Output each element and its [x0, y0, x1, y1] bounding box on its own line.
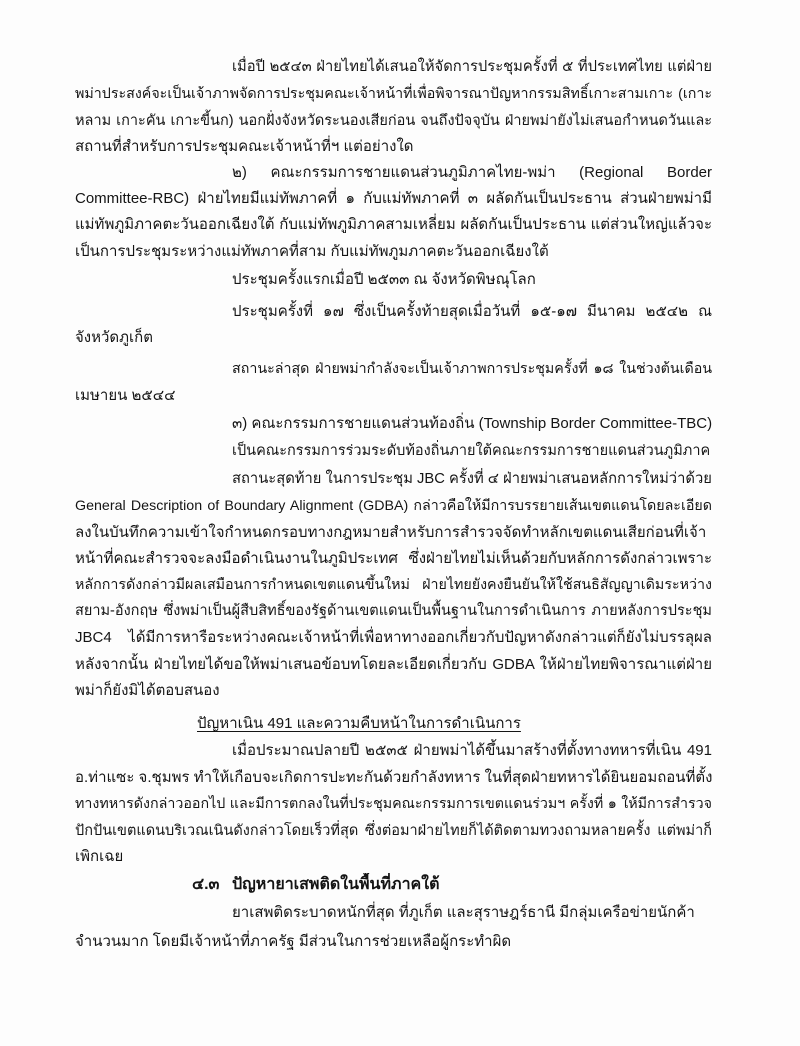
- text-line: พม่าประสงค์จะเป็นเจ้าภาพจัดการประชุมคณะเจ้าหน้าที่เพื่อพิจารณาปัญหากรรมสิทธิ์เกาะสามเกาะ (เกาะ: [75, 86, 712, 102]
- text-line: Committee-RBC) ฝ่ายไทยมีแม่ทัพภาคที่ ๑ กับแม่ทัพภาคที่ ๓ ผลัดกันเป็นประธาน ส่วนฝ่ายพม่ามี: [75, 190, 712, 207]
- section-heading: ปัญหาเนิน 491 และความคืบหน้าในการดำเนินการ: [197, 715, 521, 732]
- text-line: ลงในบันทึกความเข้าใจกำหนดกรอบทางกฎหมายสำหรับการสำรวจจัดทำหลักเขตแดนเสียก่อนที่เจ้า: [75, 524, 707, 541]
- tbc-description: เป็นคณะกรรมการร่วมระดับท้องถิ่นภายใต้คณะกรรมการชายแดนส่วนภูมิภาค: [232, 443, 711, 459]
- text-line: ปักปันเขตแดนบริเวณเนินดังกล่าวโดยเร็วที่สุด ซึ่งต่อมาฝ่ายไทยก็ได้ติดตามทวงถามหลายครั้ง แต่พม่าก็: [75, 823, 712, 839]
- section-heading: ปัญหายาเสพติดในพื้นที่ภาคใต้: [232, 876, 440, 893]
- text-line: เพิกเฉย: [75, 848, 124, 865]
- text-line: หน้าที่คณะสำรวจจะลงมือดำเนินงานในภูมิประเทศ ซึ่งฝ่ายไทยไม่เห็นด้วยกับหลักการดังกล่าวเพราะ: [75, 550, 712, 567]
- rbc-first-meeting: ประชุมครั้งแรกเมื่อปี ๒๕๓๓ ณ จังหวัดพิษณุโลก: [232, 271, 536, 288]
- text-line: หลังจากนั้น ฝ่ายไทยได้ขอให้พม่าเสนอข้อบทโดยละเอียดเกี่ยวกับ GDBA ให้ฝ่ายไทยพิจารณาแต่ฝ่าย: [75, 656, 712, 673]
- text-line: หลักการดังกล่าวมีผลเสมือนการกำหนดเขตแดนขึ้นใหม่ ฝ่ายไทยยังคงยืนยันให้ใช้สนธิสัญญาเดิมระหว่าง: [75, 577, 712, 593]
- text-line: สถานที่สำหรับการประชุมคณะเจ้าหน้าที่ฯ แต่อย่างใด: [75, 138, 414, 155]
- text-line: สยาม-อังกฤษ ซึ่งพม่าเป็นผู้สืบสิทธิ์ของรัฐด้านเขตแดนเป็นพื้นฐานในการดำเนินการ ภายหลังการประชุม: [75, 603, 712, 619]
- text-line: เมื่อประมาณปลายปี ๒๕๓๕ ฝ่ายพม่าได้ขึ้นมาสร้างที่ตั้งทางทหารที่เนิน 491: [232, 742, 712, 759]
- text-line: เป็นการประชุมระหว่างแม่ทัพภาคที่สาม กับแม่ทัพภูมภาคตะวันออกเฉียงใต้: [75, 243, 549, 260]
- text-line: เมษายน ๒๕๔๔: [75, 387, 176, 404]
- text-line: อ.ท่าแซะ จ.ชุมพร ทำให้เกือบจะเกิดการปะทะกันด้วยกำลังทหาร ในที่สุดฝ่ายทหารได้ยินยอมถอนที่ตั้ง: [75, 769, 712, 786]
- rbc-latest-meeting: ประชุมครั้งที่ ๑๗ ซึ่งเป็นครั้งท้ายสุดเมื่อวันที่ ๑๕-๑๗ มีนาคม ๒๕๔๒ ณ: [232, 303, 712, 320]
- text-line: หลาม เกาะคัน เกาะขี้นก) นอกฝั่งจังหวัดระนองเสียก่อน จนถึงปัจจุบัน ฝ่ายพม่ายังไม่เสนอกำหนดวันและ: [75, 113, 712, 129]
- section-number: ๔.๓: [192, 876, 220, 893]
- text-line: เมื่อปี ๒๕๔๓ ฝ่ายไทยได้เสนอให้จัดการประชุมครั้งที่ ๕ ที่ประเทศไทย แต่ฝ่าย: [232, 59, 712, 75]
- tbc-item-heading: ๓) คณะกรรมการชายแดนส่วนท้องถิ่น (Township Border Committee-TBC): [232, 415, 712, 432]
- text-line: JBC4 ได้มีการหารือระหว่างคณะเจ้าหน้าที่เพื่อหาทางออกเกี่ยวกับปัญหาดังกล่าวแต่ก็ยังไม่บรรลุผล: [75, 629, 712, 646]
- text-line: พม่าก็ยังมิได้ตอบสนอง: [75, 682, 220, 699]
- text-line: แม่ทัพภูมิภาคตะวันออกเฉียงใต้ กับแม่ทัพภูมิภาคสามเหลี่ยม ผลัดกันเป็นประธาน แต่ส่วนใหญ่แล้วจะ: [75, 216, 712, 233]
- text-line: General Description of Boundary Alignment (GDBA) กล่าวคือให้มีการบรรยายเส้นเขตแดนโดยละเอียด: [75, 498, 712, 514]
- tbc-status: สถานะสุดท้าย ในการประชุม JBC ครั้งที่ ๔ ฝ่ายพม่าเสนอหลักการใหม่ว่าด้วย: [232, 471, 712, 487]
- rbc-status: สถานะล่าสุด ฝ่ายพม่ากำลังจะเป็นเจ้าภาพการประชุมครั้งที่ ๑๘ ในช่วงต้นเดือน: [232, 361, 712, 377]
- text-line: ทางทหารดังกล่าวออกไป และมีการตกลงในที่ประชุมคณะกรรมการเขตแดนร่วมฯ ครั้งที่ ๑ ให้มีการสำรวจ: [75, 796, 712, 812]
- rbc-item-heading: ๒) คณะกรรมการชายแดนส่วนภูมิภาคไทย-พม่า (Regional Border: [232, 164, 712, 181]
- text-line: จังหวัดภูเก็ต: [75, 329, 154, 346]
- text-line: ยาเสพติดระบาดหนักที่สุด ที่ภูเก็ต และสุราษฎร์ธานี มีกลุ่มเครือข่ายนักค้า: [232, 904, 695, 921]
- text-line: จำนวนมาก โดยมีเจ้าหน้าที่ภาครัฐ มีส่วนในการช่วยเหลือผู้กระทำผิด: [75, 933, 512, 950]
